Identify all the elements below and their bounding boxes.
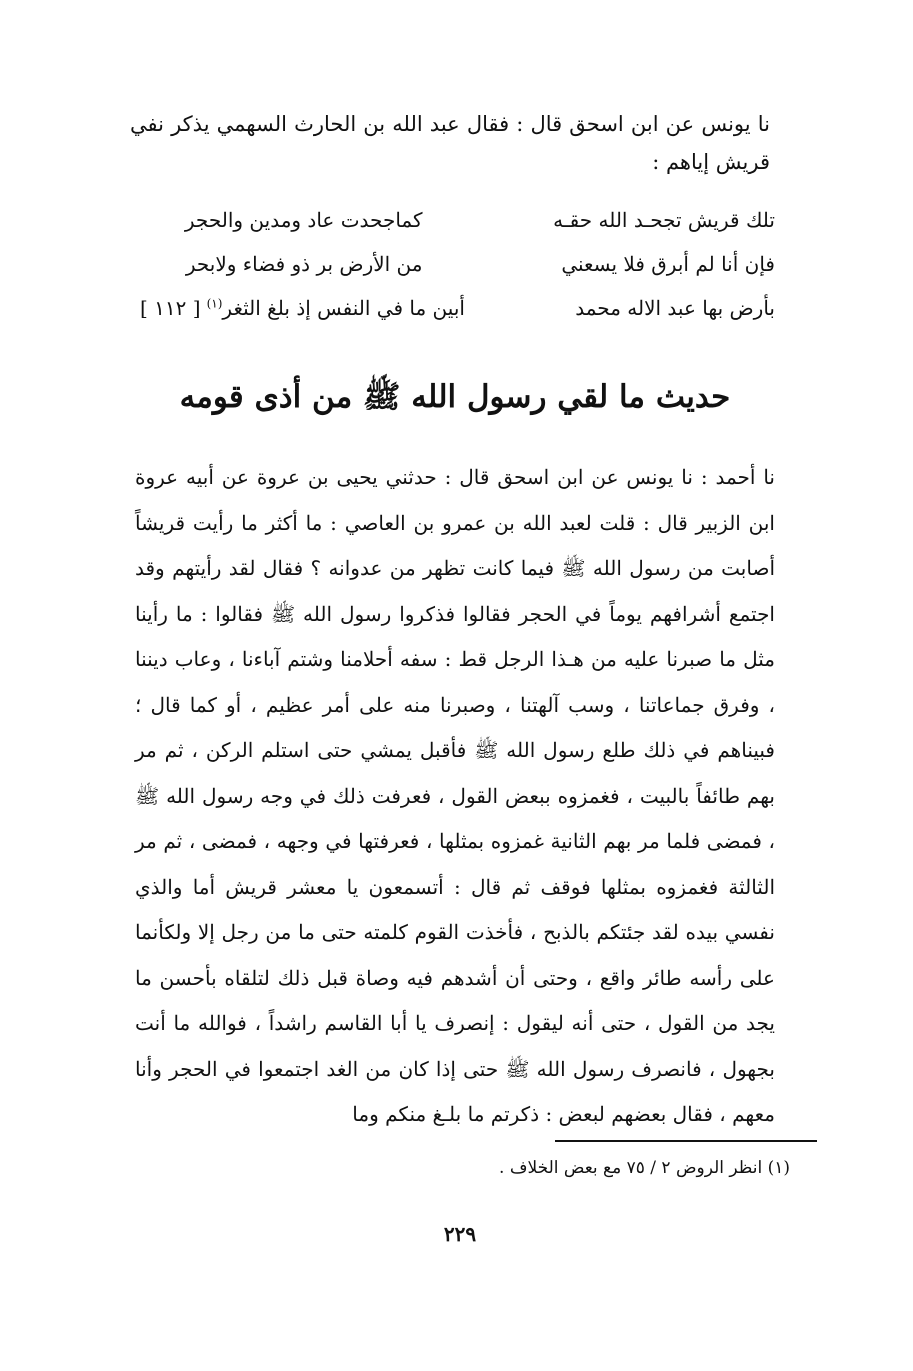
body-text	[135, 455, 775, 1138]
footnote-divider	[555, 1140, 817, 1142]
page-number: ٢٢٩	[443, 1222, 477, 1246]
poem-second-hemistich	[140, 296, 535, 320]
poem-number: [ ١١٢ ]	[140, 296, 201, 320]
footnote: (١) انظر الروض ٢ / ٧٥ مع بعض الخلاف .	[499, 1158, 790, 1178]
poem-second-hemistich-text: أبين ما في النفس إذ بلغ الثغر	[222, 296, 465, 320]
poem-verse	[140, 286, 775, 330]
poem	[140, 198, 775, 330]
intro-paragraph: نا يونس عن ابن اسحق قال : فقال عبد الله بن الحارث السهمي يذكر نفي قريش إياهم :	[130, 112, 770, 174]
poem-verse	[140, 242, 775, 286]
poem-first-hemistich: بأرض بها عبد الاله محمد	[575, 296, 775, 320]
section-heading: حديث ما لقي رسول الله ﷺ من أذى قومه	[179, 379, 731, 415]
poem-first-hemistich: تلك قريش تجحـد الله حقـه	[553, 208, 775, 232]
poem-second-hemistich: من الأرض بر ذو فضاء ولابحر	[185, 252, 423, 276]
body-paragraph: نا أحمد : نا يونس عن ابن اسحق قال : حدثني يحيى بن عروة عن أبيه عروة ابن الزبير قال : قلت لعبد الله بن عمرو بن العاصي : ما أكثر ما رأيت قريشاً أصابت من رسول الله ﷺ فيما كانت تظهر من عدوانه ؟ فقال لقد رأيتهم وقد اجتمع أشرافهم يوماً في الحجر فقالوا فذكروا رسول الله ﷺ فقالوا : ما رأينا مثل ما صبرنا عليه من هـذا الرجل قط : سفه أحلامنا وشتم آباءنا ، وعاب ديننا ، وفرق جماعاتنا ، وسب آلهتنا ، وصبرنا منه على أمر عظيم ، أو كما قال ؛ فبيناهم في ذلك طلع رسول الله ﷺ فأقبل يمشي حتى استلم الركن ، ثم مر بهم طائفاً بالبيت ، فغمزوه ببعض القول ، فعرفت ذلك في وجه رسول الله ﷺ ، فمضى فلما مر بهم الثانية غمزوه بمثلها ، فعرفتها في وجهه ، فمضى ، ثم مر الثالثة فغمزوه بمثلها فوقف ثم قال : أتسمعون يا معشر قريش أما والذي نفسي بيده لقد جئتكم بالذبح ، فأخذت القوم كلمته حتى ما من رجل إلا ولكأنما على رأسه طائر واقع ، وحتى أن أشدهم فيه وصاة قبل ذلك لتلقاه بأحسن ما يجد من القول ، حتى أنه ليقول : إنصرف يا أبا القاسم راشداً ، فوالله ما أنت بجهول ، فانصرف رسول الله ﷺ حتى إذا كان من الغد اجتمعوا في الحجر وأنا معهم ، فقال بعضهم لبعض : ذكرتم ما بلـغ منكم وما	[135, 465, 775, 1126]
footnote-marker: (١)	[206, 296, 223, 311]
poem-second-hemistich: كماجحدت عاد ومدين والحجر	[184, 208, 423, 232]
poem-first-hemistich: فإن أنا لم أبرق فلا يسعني	[561, 252, 775, 276]
poem-verse	[140, 198, 775, 242]
